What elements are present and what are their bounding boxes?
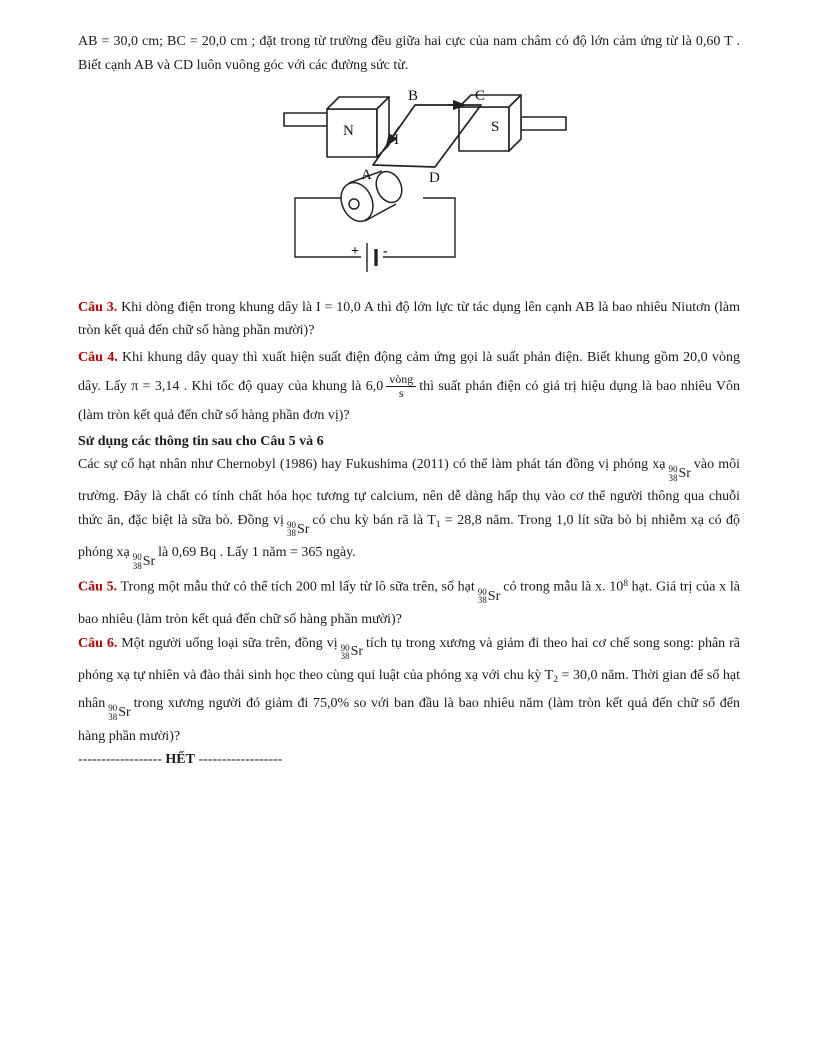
question-3-label: Câu 3. [78,299,118,315]
question-6 [78,632,740,749]
magnet-coil-figure [283,87,567,290]
battery-symbol [351,243,388,272]
info-paragraph [78,453,740,573]
nuclide-symbol: Sr [296,521,310,537]
nuclide-mass: 90 [340,642,350,653]
question-3 [78,296,740,343]
south-pole-label: S [491,119,500,135]
question-5-text-2: có trong mẫu là x. 10 [503,579,624,595]
circuit-wires [295,198,455,257]
sr-90-nuclide [668,462,690,486]
nuclide-atomic-number: 38 [286,528,296,539]
question-5-text-3: hạt. Giá trị của x là bao nhiêu (làm tròn kết quả đến chữ số hàng phần mười)? [78,579,740,627]
sr-90-nuclide [133,550,155,574]
battery-plus-label: + [351,244,359,259]
question-5-text-1: Trong một mẫu thử có thể tích 200 ml lấy từ lô sữa trên, số hạt [117,579,475,595]
question-6-text-2: tích tụ trong xương và giảm đi theo hai cơ chế song song: phân rã phóng xạ tự nhiên và đào thải sinh học theo cùng qui luật của phóng xạ với chu kỳ T [78,635,741,683]
footer-dashes-left: ------------------ [78,752,166,767]
north-pole-label: N [343,123,354,139]
footer-het-label: HẾT [165,752,195,767]
fraction-denominator: s [398,385,404,400]
intro-text: AB = 30,0 cm; BC = 20,0 cm ; đặt trong từ trường đều giữa hai cực của nam châm có độ lớn cảm ứng từ là 0,60 T . Biết cạnh AB và CD luôn vuông góc với các đường sức từ. [78,34,740,73]
sr-90-nuclide [341,640,363,664]
battery-minus-label: - [383,244,388,259]
question-6-label: Câu 6. [78,635,118,651]
t1-subscript: 1 [435,519,441,530]
sr-90-nuclide [478,585,500,609]
question-6-text-1: Một người uống loại sữa trên, đồng vị [117,635,338,651]
sr-90-nuclide [108,701,130,725]
nuclide-symbol: Sr [118,705,131,720]
frame-label-a: A [361,167,372,183]
frame-label-d: D [429,170,440,186]
question-5-label: Câu 5. [78,579,118,595]
frame-label-b: B [408,88,419,104]
frame-label-c: C [475,88,486,104]
question-4-text-2: thì suất phản điện có giá trị hiệu dụng là bao nhiêu Vôn (làm tròn kết quả đến chữ số hàng phần đơn vị)? [78,378,740,423]
figure-svg [283,87,567,281]
fraction-numerator: vòng [386,373,416,387]
info-text-2: vào môi trường. Đây là chất có tính chất hóa học tương tự calcium, nên dễ dàng hấp thụ vào cơ thể người thông qua chuỗi thức ăn, đặc biệt là sữa bò. Đồng vị [78,457,741,528]
nuclide-mass: 90 [286,519,296,530]
t2-subscript: 2 [553,674,558,685]
intro-paragraph [78,30,740,77]
question-3-text: Khi dòng điện trong khung dây là I = 10,0 A thì độ lớn lực từ tác dụng lên cạnh AB là bao nhiêu Niutơn (làm tròn kết quả đến chữ số hàng phần mười)? [78,299,740,338]
nuclide-atomic-number: 38 [132,560,142,571]
nuclide-mass: 90 [108,703,118,714]
nuclide-symbol: Sr [678,465,691,481]
section-5-6-heading: Sử dụng các thông tin sau cho Câu 5 và 6 [78,433,324,449]
north-pole-magnet [284,97,389,157]
question-4-text-1: Khi khung dây quay thì xuất hiện suất điện động cảm ứng gọi là suất phản điện. Biết khung gồm 20,0 vòng dây. Lấy π = 3,14 . Khi tốc độ quay của khung là 6,0 [78,349,740,394]
fraction-vong-per-s [386,373,416,400]
question-6-text-4: trong xương người đó giảm đi 75,0% so với ban đầu là bao nhiêu năm (làm tròn kết quả đến chữ số đến hàng phần mười)? [78,696,740,744]
footer-dashes-right: ------------------ [195,752,283,767]
nuclide-symbol: Sr [350,644,364,660]
question-5 [78,573,740,631]
nuclide-symbol: Sr [487,588,501,604]
question-4 [78,343,740,430]
nuclide-atomic-number: 38 [108,711,118,722]
end-of-exam-footer [78,748,740,772]
nuclide-mass: 90 [668,464,678,474]
nuclide-atomic-number: 38 [477,595,487,606]
nuclide-atomic-number: 38 [340,651,350,661]
nuclide-mass: 90 [477,586,487,597]
sr-90-nuclide [287,518,309,542]
current-label-i: I [394,132,399,148]
info-text-4: = 28,8 năm. Trong 1,0 lít sữa bò bị nhiễm xạ có độ phóng xạ [78,512,741,560]
nuclide-atomic-number: 38 [668,472,678,483]
question-6-text-3: = 30,0 năm. Thời gian để số hạt nhân [78,667,740,712]
nuclide-mass: 90 [132,552,142,562]
info-text-5: là 0,69 Bq . Lấy 1 năm = 365 ngày. [158,545,356,560]
info-text-1: Các sự cố hạt nhân như Chernobyl (1986) hay Fukushima (2011) có thể làm phát tán đồng vị phóng xạ [78,457,666,472]
info-text-3: có chu kỳ bán rã là T [312,512,436,528]
question-4-label: Câu 4. [78,349,118,365]
ten-to-eighth-exponent: 8 [623,579,628,590]
nuclide-symbol: Sr [142,553,156,569]
